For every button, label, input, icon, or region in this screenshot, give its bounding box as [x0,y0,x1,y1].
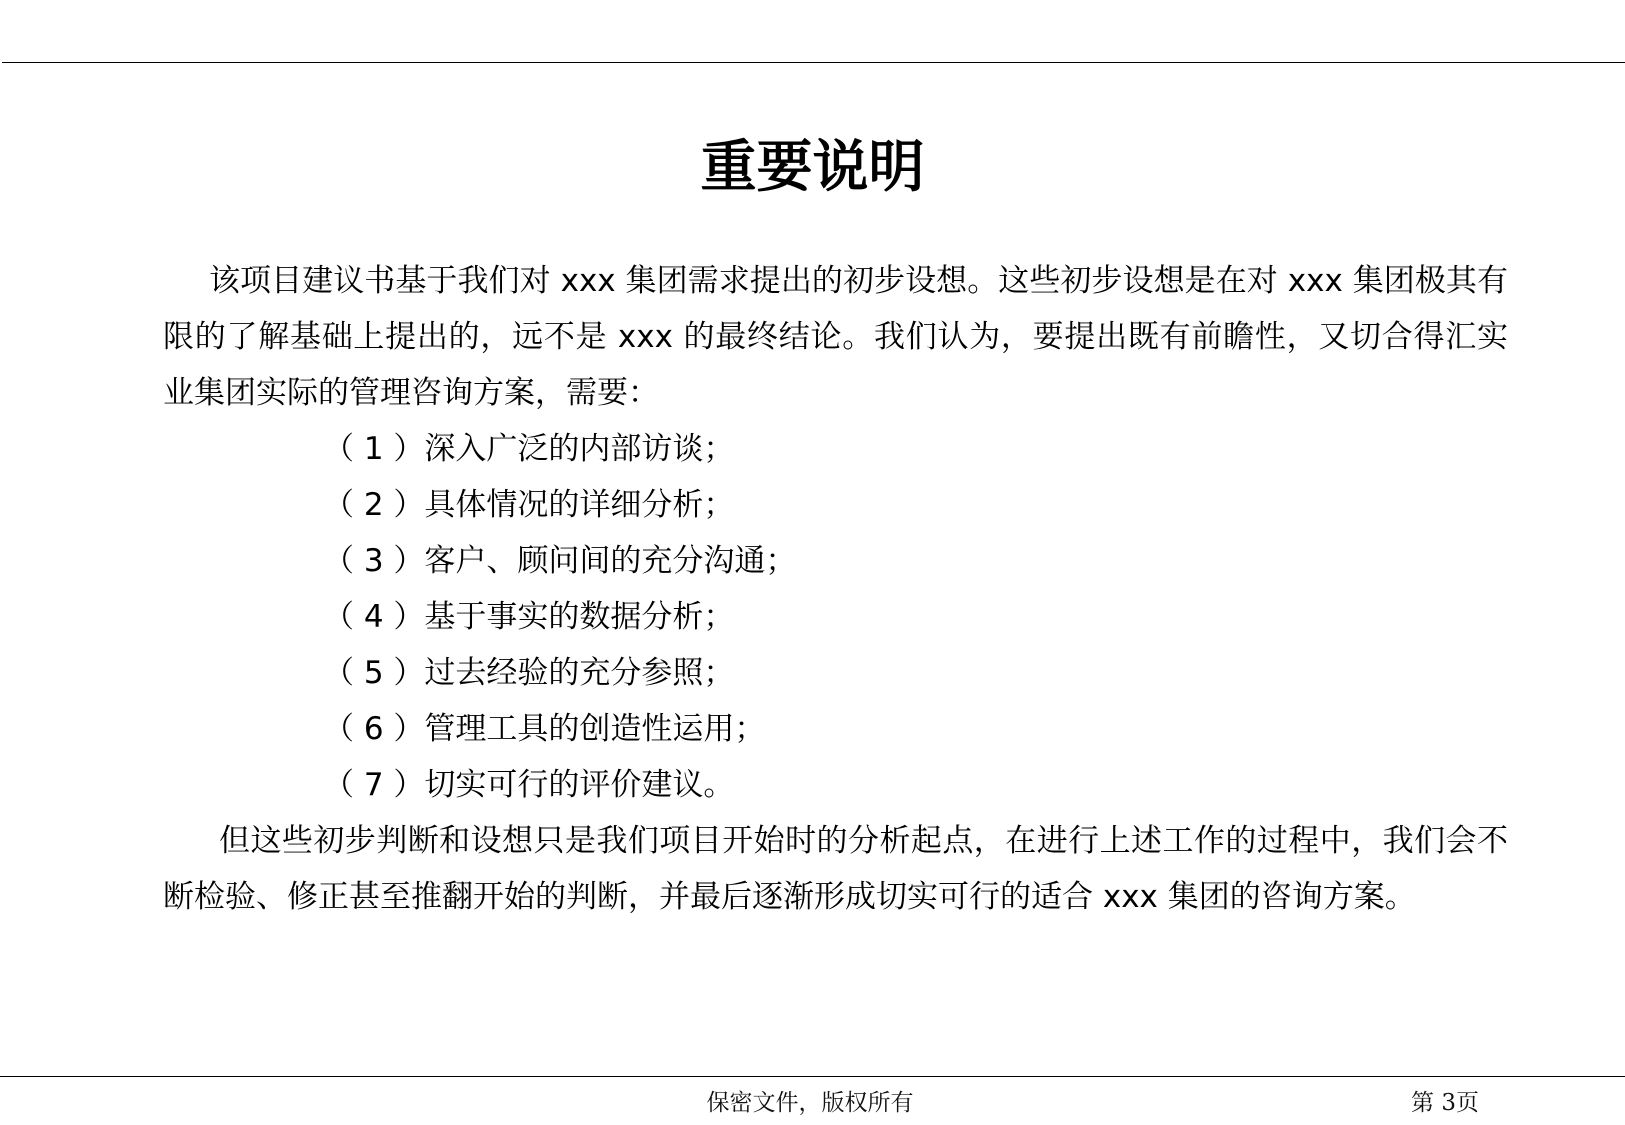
conclusion-paragraph: 但这些初步判断和设想只是我们项目开始时的分析起点，在进行上述工作的过程中，我们会不断检验、修正甚至推翻开始的判断，并最后逐渐形成切实可行的适合 xxx 集团的咨询方案。 [163,823,1508,915]
page-number: 第 3页 [1411,1090,1479,1116]
list-item: （ 7 ）切实可行的评价建议。 [323,767,735,803]
list-item: （ 6 ）管理工具的创造性运用； [323,711,766,747]
list-item: （ 2 ）具体情况的详细分析； [323,487,735,523]
document-body [163,253,1508,925]
list-item: （ 3 ）客户、顾问间的充分沟通； [323,543,797,579]
header-rule [2,62,1625,63]
list-item: （ 1 ）深入广泛的内部访谈； [323,431,735,467]
intro-paragraph: 该项目建议书基于我们对 xxx 集团需求提出的初步设想。这些初步设想是在对 xxx 集团极其有限的了解基础上提出的，远不是 xxx 的最终结论。我们认为，要提出既有前瞻性，又切合得汇实业集团实际的管理咨询方案，需要： [163,263,1508,411]
list-item: （ 4 ）基于事实的数据分析； [323,599,735,635]
page-title: 重要说明 [700,135,925,200]
footer-rule [0,1076,1625,1077]
list-item: （ 5 ）过去经验的充分参照； [323,655,735,691]
requirements-list [163,421,1508,813]
confidential-notice: 保密文件，版权所有 [706,1090,914,1116]
